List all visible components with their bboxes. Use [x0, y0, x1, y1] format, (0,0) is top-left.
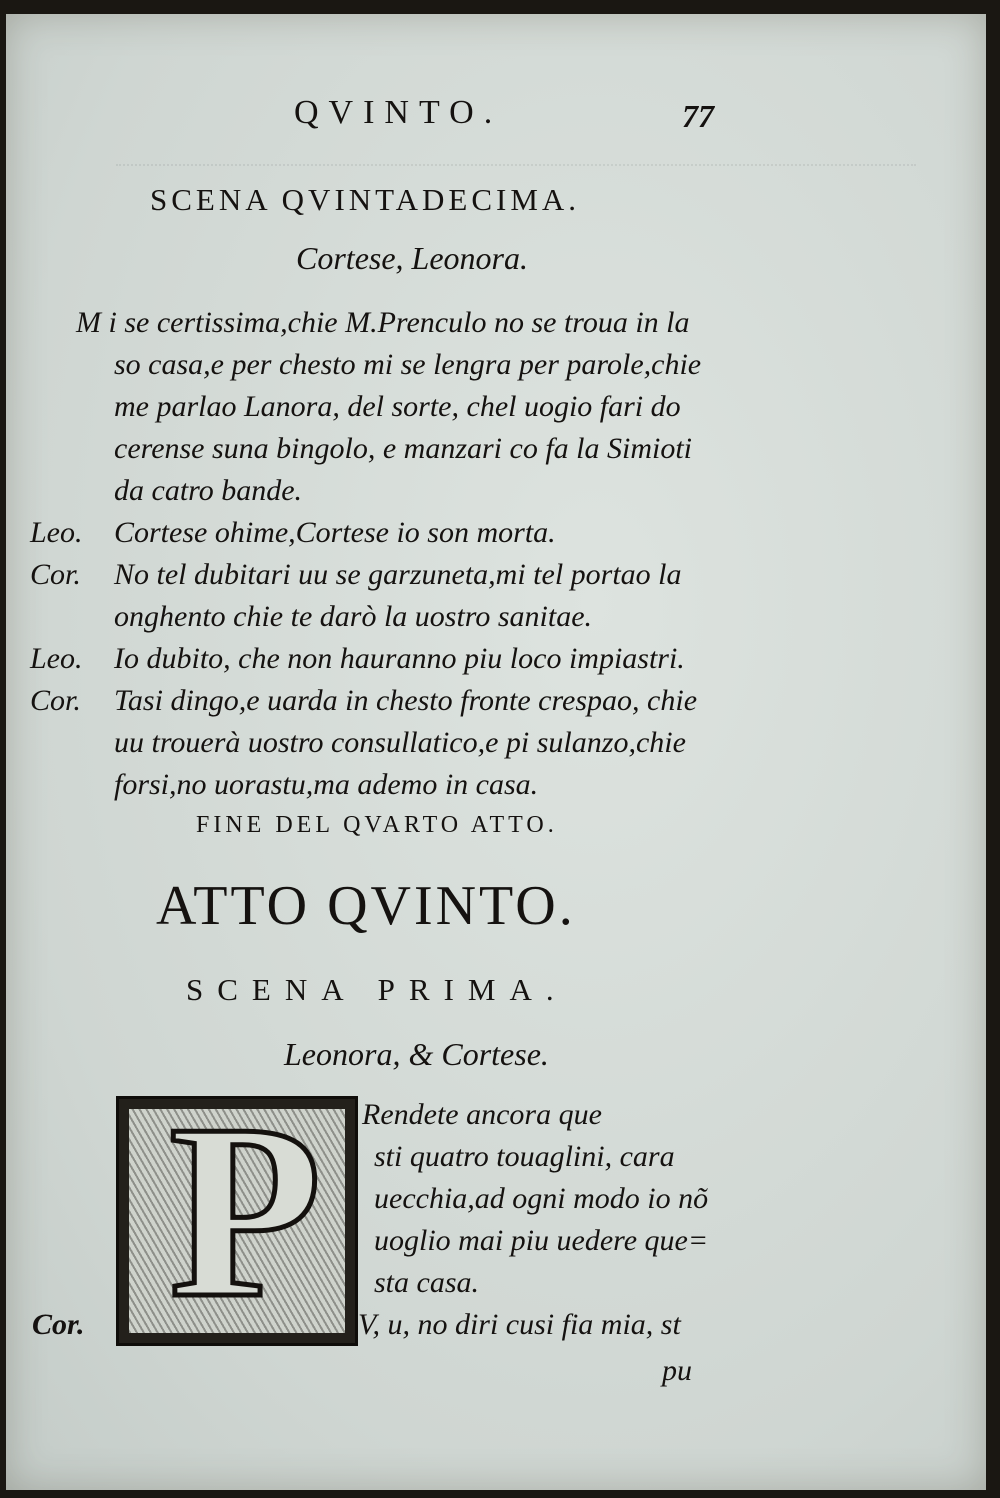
page-number: 77: [682, 98, 714, 134]
speaker-label: Leo.: [30, 642, 83, 675]
text-line: uoglio mai piu uedere que=: [374, 1224, 709, 1257]
text-line: Io dubito, che non hauranno piu loco impiastri.: [114, 642, 685, 675]
running-title: QVINTO.: [294, 94, 503, 131]
text-line: da catro bande.: [114, 474, 303, 507]
text-line: Cortese ohime,Cortese io son morta.: [114, 516, 556, 549]
text-line: V, u, no diri cusi fia mia, st: [358, 1308, 681, 1341]
scene-characters: Leonora, & Cortese.: [284, 1036, 549, 1072]
text-line: sta casa.: [374, 1266, 479, 1299]
speaker-label: Cor.: [32, 1308, 85, 1341]
text-line: forsi,no uorastu,ma ademo in casa.: [114, 768, 539, 801]
speaker-label: Leo.: [30, 516, 83, 549]
book-page: [6, 14, 986, 1490]
scene-title: SCENA PRIMA.: [186, 972, 568, 1007]
text-line: cerense suna bingolo, e manzari co fa la Simioti: [114, 432, 692, 465]
text-line: Tasi dingo,e uarda in chesto fronte crespao, chie: [114, 684, 698, 717]
text-line: No tel dubitari uu se garzuneta,mi tel portao la: [114, 558, 682, 591]
catchword: pu: [662, 1354, 692, 1387]
show-through: [116, 124, 916, 166]
text-line: me parlao Lanora, del sorte, chel uogio fari do: [114, 390, 681, 423]
text-line: sti quatro touaglini, cara: [374, 1140, 675, 1173]
scene-title: SCENA QVINTADECIMA.: [150, 182, 581, 217]
scene-characters: Cortese, Leonora.: [296, 240, 528, 276]
act-title: ATTO QVINTO.: [156, 875, 576, 937]
text-line: uu trouerà uostro consullatico,e pi sulanzo,chie: [114, 726, 686, 759]
text-line: onghento chie te darò la uostro sanitae.: [114, 600, 593, 633]
text-line: uecchia,ad ogni modo io nõ: [374, 1182, 709, 1215]
text-line: M i se certissima,chie M.Prenculo no se troua in la: [76, 306, 690, 339]
speaker-label: Cor.: [30, 684, 81, 717]
speaker-label: Cor.: [30, 558, 81, 591]
woodcut-initial: [116, 1073, 358, 1350]
woodcut-illustration: [129, 1073, 345, 1350]
text-line: Rendete ancora que: [362, 1098, 602, 1131]
text-line: so casa,e per chesto mi se lengra per parole,chie: [114, 348, 702, 381]
end-of-act: FINE DEL QVARTO ATTO.: [196, 812, 558, 838]
initial-letter: P: [169, 1073, 322, 1350]
